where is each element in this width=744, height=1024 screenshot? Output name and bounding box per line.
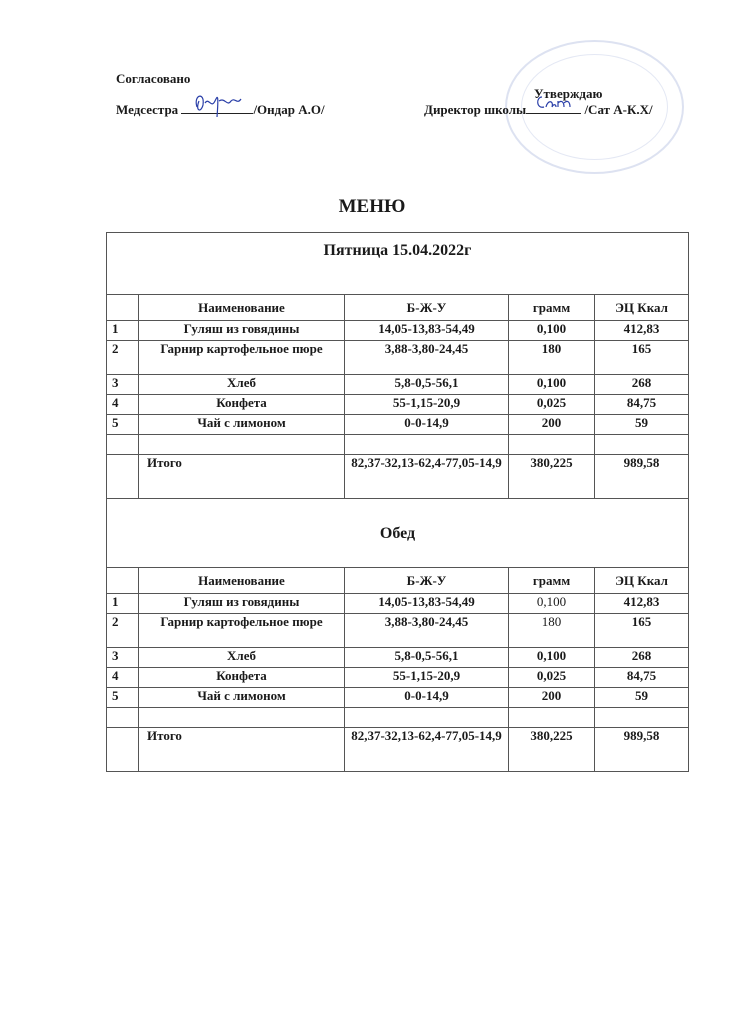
nurse-signature [191,87,243,119]
dish-kcal: 84,75 [595,395,689,415]
column-header-bju: Б-Ж-У [345,568,509,594]
table-row [107,688,689,708]
table-row [107,375,689,395]
dish-name: Чай с лимоном [139,415,345,435]
row-number: 1 [107,594,139,614]
table-row [107,321,689,341]
director-signature-line [526,101,581,114]
dish-kcal: 165 [595,614,689,648]
day-caption: Пятница 15.04.2022г [107,233,689,295]
table-row [107,395,689,415]
dish-name: Конфета [139,668,345,688]
empty-row [107,708,689,728]
nurse-approval [116,101,325,118]
dish-name: Хлеб [139,648,345,668]
total-label: Итого [139,728,345,772]
row-number: 5 [107,688,139,708]
row-number: 3 [107,648,139,668]
dish-bju: 55-1,15-20,9 [345,668,509,688]
dish-kcal: 268 [595,375,689,395]
table-row [107,668,689,688]
total-bju: 82,37-32,13-62,4-77,05-14,9 [345,455,509,499]
dish-name: Чай с лимоном [139,688,345,708]
dish-gram: 0,100 [509,321,595,341]
director-name: /Сат А-К.Х/ [584,102,653,117]
row-number: 4 [107,668,139,688]
dish-bju: 5,8-0,5-56,1 [345,648,509,668]
nurse-signature-line [181,101,253,114]
row-number: 4 [107,395,139,415]
header-row [107,568,689,594]
dish-bju: 5,8-0,5-56,1 [345,375,509,395]
dish-kcal: 412,83 [595,594,689,614]
dish-bju: 14,05-13,83-54,49 [345,321,509,341]
total-row [107,728,689,772]
director-signature [534,91,578,113]
dish-bju: 55-1,15-20,9 [345,395,509,415]
empty-row [107,435,689,455]
approve-label: Утверждаю [534,86,603,101]
dish-name: Гарнир картофельное пюре [139,614,345,648]
day-caption-row [107,233,689,295]
dish-bju: 0-0-14,9 [345,415,509,435]
dish-kcal: 268 [595,648,689,668]
dish-gram: 200 [509,688,595,708]
table-row [107,415,689,435]
dish-name: Гуляш из говядины [139,594,345,614]
column-header-bju: Б-Ж-У [345,295,509,321]
table-row [107,594,689,614]
dish-kcal: 84,75 [595,668,689,688]
nurse-name: /Ондар А.О/ [253,102,325,117]
dish-bju: 0-0-14,9 [345,688,509,708]
nurse-role: Медсестра [116,102,179,117]
dish-kcal: 59 [595,415,689,435]
row-number: 2 [107,614,139,648]
row-number: 1 [107,321,139,341]
dish-bju: 3,88-3,80-24,45 [345,341,509,375]
dish-gram: 0,025 [509,668,595,688]
row-number: 5 [107,415,139,435]
column-header-kcal: ЭЦ Ккал [595,295,689,321]
total-bju: 82,37-32,13-62,4-77,05-14,9 [345,728,509,772]
total-label: Итого [139,455,345,499]
dish-gram: 180 [509,341,595,375]
total-kcal: 989,58 [595,728,689,772]
total-gram: 380,225 [509,728,595,772]
total-row [107,455,689,499]
dish-gram: 0,025 [509,395,595,415]
table-row [107,648,689,668]
table-row [107,341,689,375]
dish-gram: 0,100 [509,375,595,395]
dish-name: Хлеб [139,375,345,395]
dish-name: Гуляш из говядины [139,321,345,341]
approved-label: Согласовано [116,71,191,86]
total-gram: 380,225 [509,455,595,499]
dish-gram: 0,100 [509,594,595,614]
dish-bju: 3,88-3,80-24,45 [345,614,509,648]
column-header-name: Наименование [139,568,345,594]
column-header-gram: грамм [509,295,595,321]
header-row [107,295,689,321]
dish-gram: 200 [509,415,595,435]
menu-title: МЕНЮ [338,196,406,217]
column-header-kcal: ЭЦ Ккал [595,568,689,594]
dish-kcal: 59 [595,688,689,708]
dish-kcal: 165 [595,341,689,375]
dish-name: Конфета [139,395,345,415]
column-header-gram: грамм [509,568,595,594]
menu-table [106,232,689,772]
row-number: 3 [107,375,139,395]
lunch-caption-row [107,499,689,568]
director-role: Директор школы [424,102,527,117]
total-kcal: 989,58 [595,455,689,499]
director-approval [424,101,653,118]
dish-gram: 0,100 [509,648,595,668]
lunch-caption: Обед [107,499,689,568]
row-number: 2 [107,341,139,375]
table-row [107,614,689,648]
dish-name: Гарнир картофельное пюре [139,341,345,375]
column-header-name: Наименование [139,295,345,321]
dish-gram: 180 [509,614,595,648]
dish-bju: 14,05-13,83-54,49 [345,594,509,614]
dish-kcal: 412,83 [595,321,689,341]
